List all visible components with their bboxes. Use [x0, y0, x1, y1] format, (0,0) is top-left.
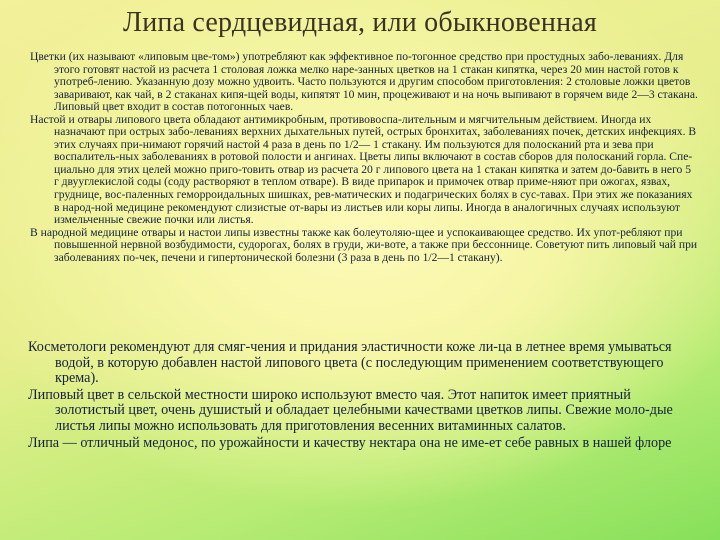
- slide-title: Липа сердцевидная, или обыкновенная: [123, 7, 597, 38]
- paragraph-cosmetology: Косметологи рекомендуют для смяг-чения и придания эластичности коже ли-ца в летнее время умываться водой, в которую добавлен настой липового цвета (с последующим применением соответствующего крема).: [28, 339, 672, 387]
- paragraph-sweat-remedy: Цветки (их называют «липовым цве-том») употребляют как эффективное по-тогонное средство при простудных забо-леваниях. Для этого готовят настой из расчета 1 столовая ложка мелко наре-занных цветков на 1 стакан кипятка, через 20 мин настой готов к употреб-лению. Указанную дозу можно удвоить. Часто пользуются и другим способом приготовления: 2 столовые ложки цветов заваривают, как чай, в 2 стаканах кипя-щей воды, кипятят 10 мин, процеживают и на ночь выпивают в горячем виде 2—3 стакана. Липовый цвет входит в состав потогонных чаев.: [30, 50, 698, 114]
- paragraph-sedative: В народной медицине отвары и настои липы известны также как болеутоляю-щее и успокаивающее средство. Их упот-ребляют при повышенной нервной возбудимости, судорогах, болях в груди, жи-воте, а также при бессоннице. Советуют пить липовый чай при заболеваниях по-чек, печени и гипертонической болезни (3 раза в день по 1/2—1 стакану).: [30, 225, 698, 264]
- paragraph-honey-plant: Липа — отличный медонос, по урожайности и качеству нектара она не име-ет себе равных в нашей флоре: [28, 434, 672, 451]
- paragraph-antimicrobial: Настой и отвары липового цвета обладают антимикробным, противовоспа-лительным и мягчительным действием. Иногда их назначают при острых забо-леваниях верхних дыхательных путей, острых бронхитах, заболеваниях почек, детских инфекциях. В этих случаях при-нимают горячий настой 4 раза в день по 1/2— 1 стакану. Им пользуются для полосканий рта и зева при воспалитель-ных заболеваниях в ротовой полости и ангинах. Цветы липы включают в состав сборов для полосканий горла. Спе-циально для этих целей можно приго-товить отвар из расчета 20 г липового цвета на 1 стакан кипятка и затем до-бавить в него 5 г двууглекислой соды (соду растворяют в теплом отваре). В виде припарок и примочек отвар приме-няют при ожогах, язвах, груднице, вос-паленных геморроидальных шишках, рев-матических и подагрических болях в сус-тавах. При этих же показаниях в народ-ной медицине рекомендуют слизистые от-вары из листьев или коры липы. Иногда в аналогичных случаях используют измельченные свежие почки или листья.: [30, 112, 697, 227]
- body-text-large: [28, 340, 700, 452]
- body-text-small: [30, 51, 698, 264]
- paragraph-tea: Липовый цвет в сельской местности широко используют вместо чая. Этот напиток имеет приятный золотистый цвет, очень душистый и обладает целебными качествами цветков липы. Свежие моло-дые листья липы можно использовать для приготовления весенних витаминных салатов.: [28, 386, 673, 434]
